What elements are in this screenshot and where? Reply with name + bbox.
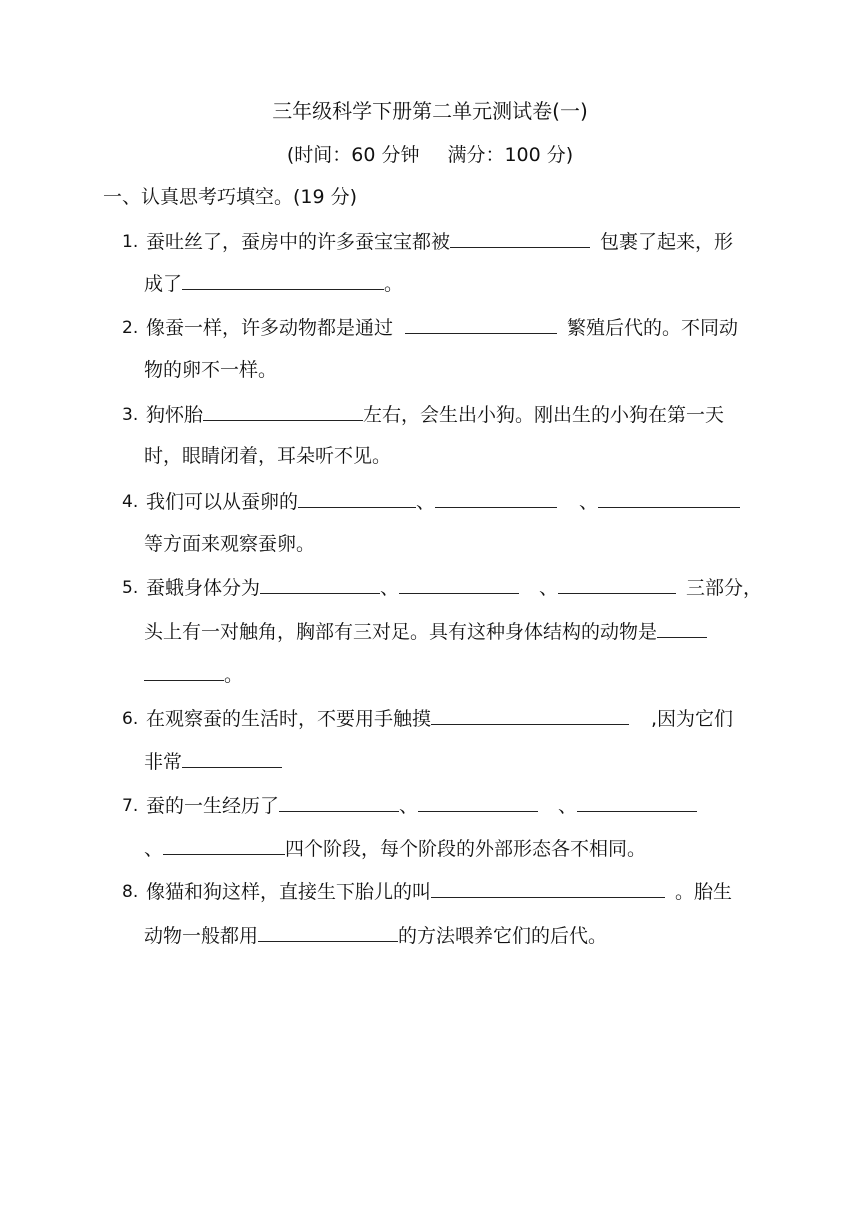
answer-blank[interactable] — [182, 748, 282, 768]
answer-blank[interactable] — [405, 314, 557, 334]
question-number: 5. — [122, 578, 139, 598]
exam-title: 三年级科学下册第二单元测试卷(一) — [272, 99, 588, 123]
question-number: 8. — [122, 882, 139, 902]
section-heading: 一、认真思考巧填空。(19 分) — [103, 186, 358, 208]
question-8-line-1: 像猫和狗这样，直接生下胎儿的叫 。胎生 — [146, 878, 732, 905]
answer-blank[interactable] — [279, 792, 399, 812]
question-8-line-2: 动物一般都用 的方法喂养它们的后代。 — [144, 922, 607, 949]
question-number: 6. — [122, 709, 139, 729]
question-number: 3. — [122, 405, 139, 425]
question-5-line-1: 蚕蛾身体分为 、 、 三部分， — [146, 574, 762, 601]
answer-blank[interactable] — [435, 488, 557, 508]
question-7-line-2: 、 四个阶段，每个阶段的外部形态各不相同。 — [144, 835, 646, 862]
question-6-line-1: 在观察蚕的生活时，不要用手触摸 ,因为它们 — [146, 705, 733, 732]
question-4-line-2: 等方面来观察蚕卵。 — [144, 533, 316, 555]
time-label: (时间：60 分钟 — [286, 144, 420, 166]
answer-blank[interactable] — [260, 574, 380, 594]
answer-blank[interactable] — [182, 270, 384, 290]
answer-blank[interactable] — [577, 792, 697, 812]
answer-blank[interactable] — [144, 661, 224, 681]
answer-blank[interactable] — [399, 574, 519, 594]
exam-subtitle — [0, 142, 860, 168]
question-1-line-2: 成了 。 — [144, 270, 403, 297]
answer-blank[interactable] — [203, 401, 363, 421]
answer-blank[interactable] — [558, 574, 676, 594]
score-label: 满分：100 分) — [447, 144, 574, 166]
question-3-line-1: 狗怀胎 左右，会生出小狗。刚出生的小狗在第一天 — [146, 401, 724, 428]
question-number: 2. — [122, 318, 139, 338]
answer-blank[interactable] — [431, 705, 629, 725]
question-2-line-2: 物的卵不一样。 — [144, 359, 278, 381]
answer-blank[interactable] — [163, 835, 285, 855]
question-3-line-2: 时，眼睛闭着，耳朵听不见。 — [144, 445, 392, 467]
question-2-line-1: 像蚕一样，许多动物都是通过 繁殖后代的。不同动 — [146, 314, 738, 341]
question-4-line-1: 我们可以从蚕卵的 、 、 — [146, 488, 740, 515]
question-5-line-2: 头上有一对触角，胸部有三对足。具有这种身体结构的动物是 — [144, 618, 707, 645]
answer-blank[interactable] — [598, 488, 740, 508]
question-number: 7. — [122, 796, 139, 816]
answer-blank[interactable] — [258, 922, 398, 942]
answer-blank[interactable] — [418, 792, 538, 812]
question-7-line-1: 蚕的一生经历了 、 、 — [146, 792, 697, 819]
answer-blank[interactable] — [298, 488, 416, 508]
question-number: 1. — [122, 232, 139, 252]
question-5-line-3: 。 — [144, 661, 243, 688]
answer-blank[interactable] — [431, 878, 665, 898]
question-6-line-2: 非常 — [144, 748, 282, 775]
answer-blank[interactable] — [657, 618, 707, 638]
answer-blank[interactable] — [450, 228, 590, 248]
question-number: 4. — [122, 492, 139, 512]
question-1-line-1: 蚕吐丝了，蚕房中的许多蚕宝宝都被 包裹了起来，形 — [146, 228, 733, 255]
